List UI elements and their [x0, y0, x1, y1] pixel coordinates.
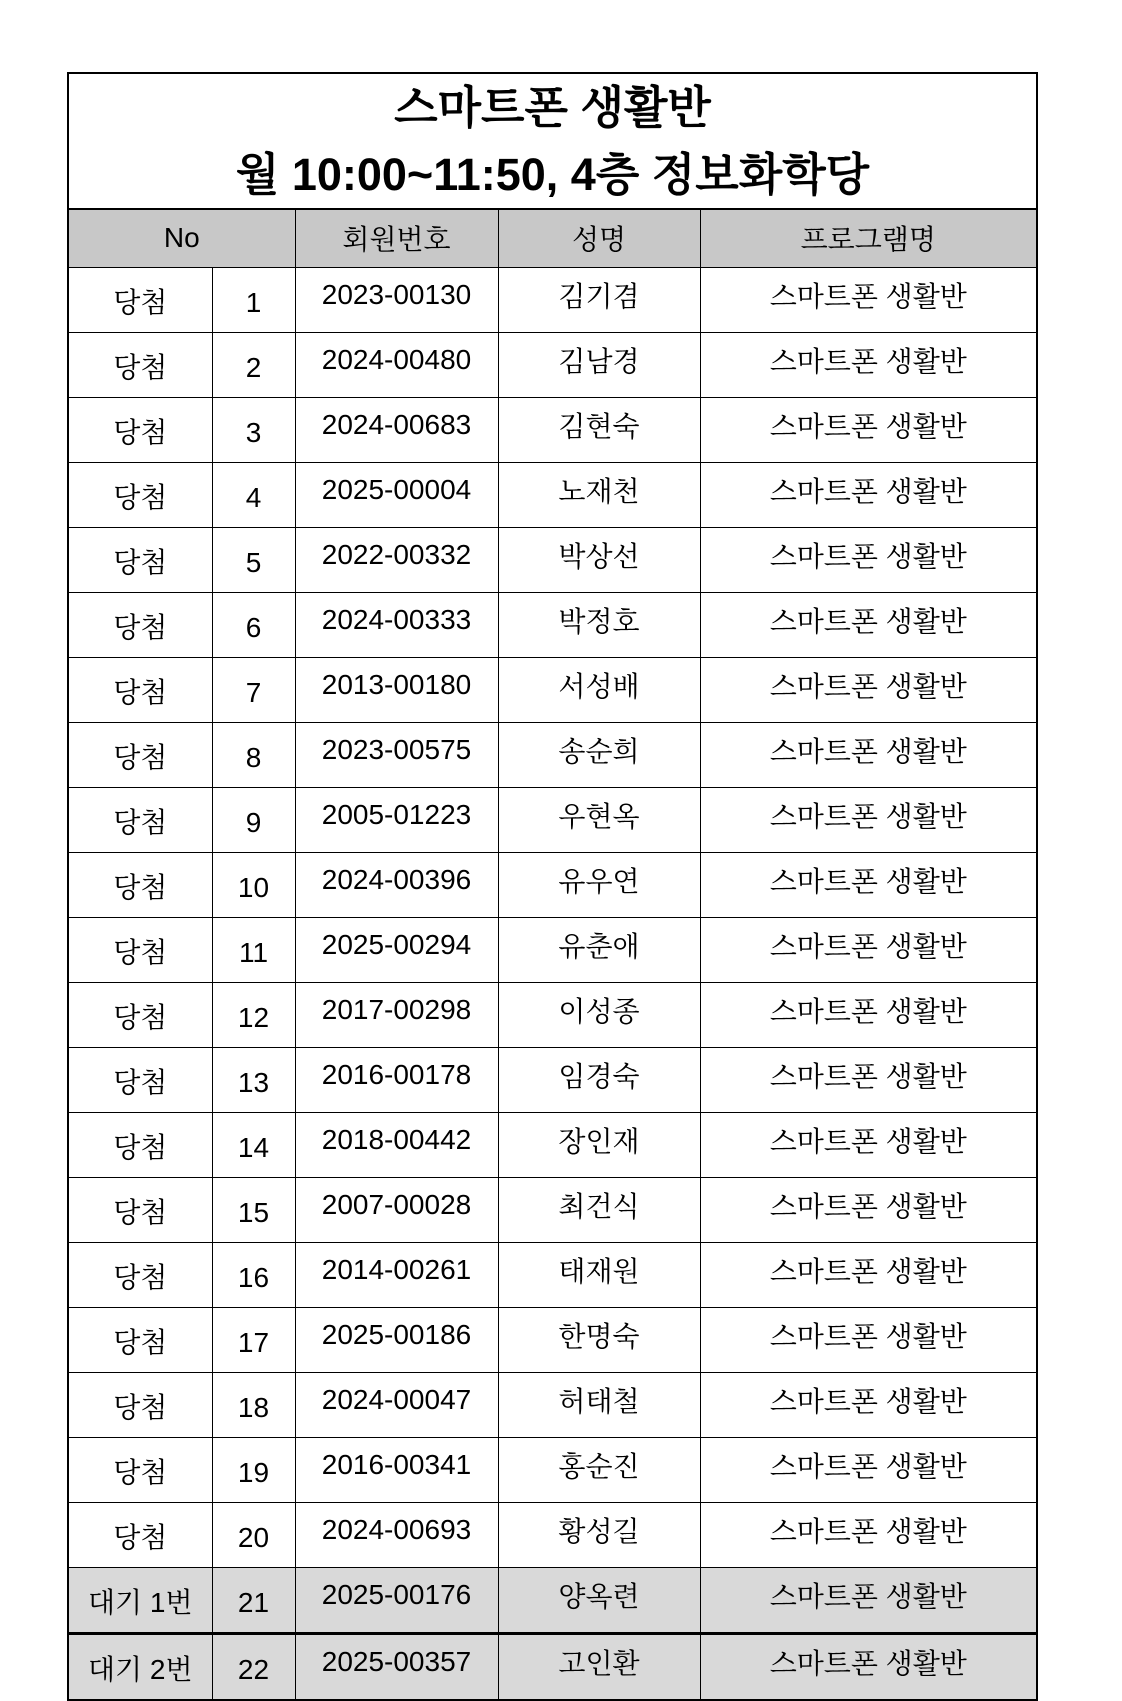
cell-name: 임경숙	[498, 1048, 700, 1113]
cell-no: 1	[212, 268, 295, 333]
cell-member-id: 2018-00442	[295, 1113, 498, 1178]
table-row	[68, 1308, 1037, 1373]
cell-status: 당첨	[68, 723, 212, 788]
cell-name: 이성종	[498, 983, 700, 1048]
cell-status: 당첨	[68, 1438, 212, 1503]
cell-member-id: 2025-00357	[295, 1634, 498, 1701]
cell-program: 스마트폰 생활반	[700, 1568, 1037, 1634]
cell-no: 8	[212, 723, 295, 788]
cell-name: 우현옥	[498, 788, 700, 853]
cell-program: 스마트폰 생활반	[700, 918, 1037, 983]
cell-no: 18	[212, 1373, 295, 1438]
table-row	[68, 1113, 1037, 1178]
cell-name: 한명숙	[498, 1308, 700, 1373]
table-row	[68, 658, 1037, 723]
cell-no: 21	[212, 1568, 295, 1634]
cell-program: 스마트폰 생활반	[700, 268, 1037, 333]
cell-status: 당첨	[68, 1113, 212, 1178]
table-body	[68, 268, 1037, 1701]
cell-no: 16	[212, 1243, 295, 1308]
cell-member-id: 2023-00130	[295, 268, 498, 333]
table-row	[68, 853, 1037, 918]
table-row	[68, 333, 1037, 398]
cell-name: 장인재	[498, 1113, 700, 1178]
cell-program: 스마트폰 생활반	[700, 1178, 1037, 1243]
title-row	[68, 73, 1037, 209]
cell-program: 스마트폰 생활반	[700, 1503, 1037, 1568]
cell-member-id: 2025-00176	[295, 1568, 498, 1634]
header-member-id: 회원번호	[295, 209, 498, 268]
cell-no: 3	[212, 398, 295, 463]
cell-status: 당첨	[68, 788, 212, 853]
table-row	[68, 463, 1037, 528]
cell-program: 스마트폰 생활반	[700, 1243, 1037, 1308]
cell-status: 당첨	[68, 983, 212, 1048]
cell-program: 스마트폰 생활반	[700, 853, 1037, 918]
cell-no: 10	[212, 853, 295, 918]
cell-status: 당첨	[68, 1373, 212, 1438]
cell-program: 스마트폰 생활반	[700, 463, 1037, 528]
cell-member-id: 2024-00683	[295, 398, 498, 463]
cell-name: 노재천	[498, 463, 700, 528]
cell-name: 태재원	[498, 1243, 700, 1308]
cell-status: 당첨	[68, 658, 212, 723]
cell-name: 양옥련	[498, 1568, 700, 1634]
cell-status: 당첨	[68, 1178, 212, 1243]
table-row	[68, 1568, 1037, 1634]
cell-member-id: 2023-00575	[295, 723, 498, 788]
cell-member-id: 2025-00004	[295, 463, 498, 528]
cell-no: 6	[212, 593, 295, 658]
cell-program: 스마트폰 생활반	[700, 528, 1037, 593]
cell-member-id: 2024-00693	[295, 1503, 498, 1568]
header-row	[68, 209, 1037, 268]
roster-table	[67, 72, 1038, 1701]
cell-no: 9	[212, 788, 295, 853]
table-row	[68, 1634, 1037, 1701]
document-title	[68, 73, 1037, 209]
cell-member-id: 2013-00180	[295, 658, 498, 723]
cell-status: 대기 2번	[68, 1634, 212, 1701]
cell-member-id: 2014-00261	[295, 1243, 498, 1308]
table-row	[68, 1503, 1037, 1568]
cell-program: 스마트폰 생활반	[700, 723, 1037, 788]
cell-member-id: 2024-00396	[295, 853, 498, 918]
cell-member-id: 2005-01223	[295, 788, 498, 853]
table-row	[68, 1048, 1037, 1113]
cell-status: 당첨	[68, 333, 212, 398]
cell-name: 서성배	[498, 658, 700, 723]
table-row	[68, 593, 1037, 658]
cell-program: 스마트폰 생활반	[700, 1113, 1037, 1178]
cell-no: 14	[212, 1113, 295, 1178]
cell-status: 당첨	[68, 463, 212, 528]
cell-name: 박정호	[498, 593, 700, 658]
cell-no: 13	[212, 1048, 295, 1113]
cell-program: 스마트폰 생활반	[700, 1308, 1037, 1373]
cell-member-id: 2024-00047	[295, 1373, 498, 1438]
cell-name: 고인환	[498, 1634, 700, 1701]
cell-no: 4	[212, 463, 295, 528]
cell-status: 당첨	[68, 1243, 212, 1308]
cell-member-id: 2017-00298	[295, 983, 498, 1048]
cell-name: 박상선	[498, 528, 700, 593]
table-row	[68, 918, 1037, 983]
cell-program: 스마트폰 생활반	[700, 333, 1037, 398]
cell-status: 당첨	[68, 268, 212, 333]
cell-program: 스마트폰 생활반	[700, 658, 1037, 723]
cell-member-id: 2016-00178	[295, 1048, 498, 1113]
cell-no: 17	[212, 1308, 295, 1373]
cell-name: 최건식	[498, 1178, 700, 1243]
cell-status: 당첨	[68, 918, 212, 983]
cell-no: 19	[212, 1438, 295, 1503]
cell-status: 당첨	[68, 1503, 212, 1568]
cell-member-id: 2025-00186	[295, 1308, 498, 1373]
cell-name: 유우연	[498, 853, 700, 918]
cell-program: 스마트폰 생활반	[700, 1634, 1037, 1701]
table-row	[68, 723, 1037, 788]
cell-program: 스마트폰 생활반	[700, 1048, 1037, 1113]
table-row	[68, 1178, 1037, 1243]
cell-program: 스마트폰 생활반	[700, 398, 1037, 463]
cell-name: 송순희	[498, 723, 700, 788]
cell-no: 22	[212, 1634, 295, 1701]
cell-program: 스마트폰 생활반	[700, 1373, 1037, 1438]
cell-program: 스마트폰 생활반	[700, 593, 1037, 658]
cell-status: 당첨	[68, 528, 212, 593]
header-name: 성명	[498, 209, 700, 268]
cell-program: 스마트폰 생활반	[700, 788, 1037, 853]
cell-status: 당첨	[68, 1308, 212, 1373]
cell-program: 스마트폰 생활반	[700, 1438, 1037, 1503]
cell-member-id: 2024-00480	[295, 333, 498, 398]
header-program: 프로그램명	[700, 209, 1037, 268]
cell-member-id: 2025-00294	[295, 918, 498, 983]
cell-member-id: 2007-00028	[295, 1178, 498, 1243]
cell-name: 김현숙	[498, 398, 700, 463]
table-row	[68, 528, 1037, 593]
cell-name: 허태철	[498, 1373, 700, 1438]
cell-program: 스마트폰 생활반	[700, 983, 1037, 1048]
cell-member-id: 2016-00341	[295, 1438, 498, 1503]
cell-no: 7	[212, 658, 295, 723]
cell-name: 홍순진	[498, 1438, 700, 1503]
cell-name: 김남경	[498, 333, 700, 398]
table-row	[68, 983, 1037, 1048]
cell-name: 황성길	[498, 1503, 700, 1568]
cell-status: 당첨	[68, 593, 212, 658]
cell-name: 김기겸	[498, 268, 700, 333]
cell-status: 당첨	[68, 398, 212, 463]
cell-no: 20	[212, 1503, 295, 1568]
cell-status: 당첨	[68, 1048, 212, 1113]
table-row	[68, 398, 1037, 463]
title-line-1: 스마트폰 생활반	[394, 82, 711, 133]
header-no: No	[68, 209, 295, 268]
cell-member-id: 2022-00332	[295, 528, 498, 593]
cell-status: 당첨	[68, 853, 212, 918]
table-row	[68, 788, 1037, 853]
cell-name: 유춘애	[498, 918, 700, 983]
cell-no: 15	[212, 1178, 295, 1243]
table-row	[68, 1373, 1037, 1438]
table-row	[68, 268, 1037, 333]
title-line-2: 월 10:00~11:50, 4층 정보화학당	[235, 149, 870, 200]
table-row	[68, 1438, 1037, 1503]
cell-no: 2	[212, 333, 295, 398]
cell-status: 대기 1번	[68, 1568, 212, 1634]
cell-no: 5	[212, 528, 295, 593]
cell-member-id: 2024-00333	[295, 593, 498, 658]
cell-no: 12	[212, 983, 295, 1048]
cell-no: 11	[212, 918, 295, 983]
table-row	[68, 1243, 1037, 1308]
